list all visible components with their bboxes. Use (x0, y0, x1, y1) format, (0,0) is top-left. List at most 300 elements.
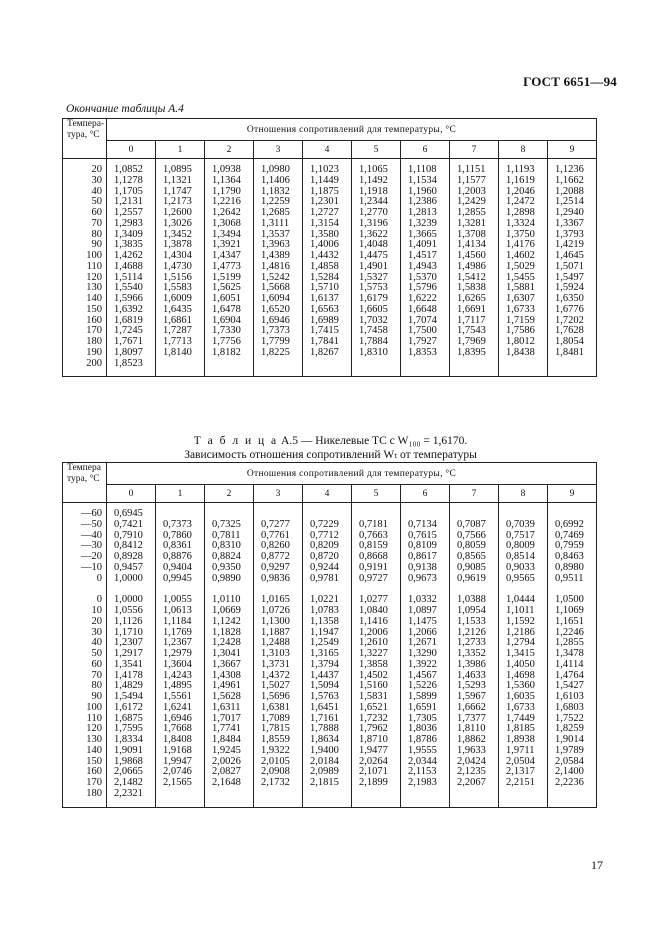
table-row (63, 348, 597, 359)
ratio-cell: 0,9033 (499, 563, 548, 574)
ratio-cell: 0,7910 (107, 531, 156, 542)
ratio-cell: 1,2301 (303, 197, 352, 208)
ratio-cell: 1,2066 (401, 628, 450, 639)
ratio-cell: 1,1947 (303, 628, 352, 639)
temperature-cell: 180 (63, 789, 107, 800)
ratio-cell: 1,4602 (499, 251, 548, 262)
ratio-cell: 1,6563 (303, 305, 352, 316)
ratio-cell (303, 789, 352, 800)
column-header: 6 (401, 485, 450, 503)
ratio-cell: 1,5494 (107, 692, 156, 703)
ratio-cell: 1,2003 (450, 187, 499, 198)
column-header: 9 (548, 141, 597, 159)
ratio-cell: 2,2236 (548, 778, 597, 789)
ratio-cell: 1,3878 (156, 240, 205, 251)
ratio-cell: 1,8097 (107, 348, 156, 359)
ratio-cell: 1,9400 (303, 746, 352, 757)
ratio-cell: 2,1648 (205, 778, 254, 789)
ratio-cell (401, 359, 450, 370)
ratio-cell: 1,3103 (254, 649, 303, 660)
ratio-cell: 1,3494 (205, 230, 254, 241)
ratio-cell: 1,8484 (205, 735, 254, 746)
ratio-cell: 1,7287 (156, 326, 205, 337)
ratio-cell: 0,9673 (401, 574, 450, 585)
ratio-cell: 1,3793 (548, 230, 597, 241)
temperature-cell: 90 (63, 692, 107, 703)
ratio-cell: 1,0954 (450, 606, 499, 617)
temperature-cell: 100 (63, 251, 107, 262)
ratio-cell: 2,0184 (303, 757, 352, 768)
ratio-cell: 1,5071 (548, 262, 597, 273)
ratio-cell: 1,3921 (205, 240, 254, 251)
ratio-cell: 1,7373 (254, 326, 303, 337)
ratio-cell: 1,1960 (401, 187, 450, 198)
ratio-cell: 1,4372 (254, 671, 303, 682)
ratio-cell: 1,1300 (254, 617, 303, 628)
ratio-cell: 1,8862 (450, 735, 499, 746)
ratio-cell: 1,3478 (548, 649, 597, 660)
ratio-cell: 2,2151 (499, 778, 548, 789)
temperature-cell: 50 (63, 649, 107, 660)
ratio-cell: 1,5226 (401, 681, 450, 692)
ratio-cell (303, 359, 352, 370)
table-row (63, 660, 597, 671)
ratio-cell: 1,3665 (401, 230, 450, 241)
ratio-cell: 1,4901 (352, 262, 401, 273)
ratio-cell: 1,6392 (107, 305, 156, 316)
ratio-cell: 1,1321 (156, 176, 205, 187)
ratio-cell: 0,9781 (303, 574, 352, 585)
ratio-cell: 2,0504 (499, 757, 548, 768)
ratio-cell: 1,5160 (352, 681, 401, 692)
ratio-cell: 1,1475 (401, 617, 450, 628)
ratio-cell: 1,0388 (450, 595, 499, 606)
ratio-cell: 1,0444 (499, 595, 548, 606)
ratio-cell: 1,7543 (450, 326, 499, 337)
ratio-cell (254, 359, 303, 370)
ratio-cell: 0,9297 (254, 563, 303, 574)
ratio-cell: 1,8140 (156, 348, 205, 359)
column-header: 4 (303, 141, 352, 159)
ratio-cell: 1,5710 (303, 283, 352, 294)
ratio-cell: 1,3352 (450, 649, 499, 660)
ratio-cell: 1,5924 (548, 283, 597, 294)
ratio-cell: 1,7232 (352, 714, 401, 725)
ratio-cell: 0,8617 (401, 552, 450, 563)
ratio-cell: 1,2671 (401, 638, 450, 649)
ratio-cell: 1,7377 (450, 714, 499, 725)
temperature-cell: 120 (63, 724, 107, 735)
ratio-cell: 1,4816 (254, 262, 303, 273)
ratio-cell: 0,8310 (205, 541, 254, 552)
ratio-cell: 1,1710 (107, 628, 156, 639)
ratio-cell: 0,7421 (107, 520, 156, 531)
ratio-cell: 1,1577 (450, 176, 499, 187)
ratio-span-header: Отношения сопротивлений для температуры, °С (107, 119, 597, 141)
temperature-cell: 70 (63, 671, 107, 682)
ratio-cell: 1,4347 (205, 251, 254, 262)
ratio-cell: 1,4943 (401, 262, 450, 273)
ratio-cell: 1,6103 (548, 692, 597, 703)
ratio-cell: 1,8259 (548, 724, 597, 735)
ratio-cell: 1,4475 (352, 251, 401, 262)
ratio-cell: 0,7959 (548, 541, 597, 552)
ratio-cell: 1,2794 (499, 638, 548, 649)
ratio-cell: 1,6009 (156, 294, 205, 305)
ratio-cell: 0,7181 (352, 520, 401, 531)
temperature-cell: 140 (63, 294, 107, 305)
ratio-cell: 1,1023 (303, 165, 352, 176)
ratio-cell: 1,4633 (450, 671, 499, 682)
ratio-cell (205, 359, 254, 370)
ratio-cell: 2,0424 (450, 757, 499, 768)
temperature-cell: 110 (63, 714, 107, 725)
ratio-cell: 1,6435 (156, 305, 205, 316)
ratio-cell: 1,5412 (450, 273, 499, 284)
ratio-cell: 1,7202 (548, 316, 597, 327)
ratio-cell: 1,5027 (254, 681, 303, 692)
ratio-cell: 1,8634 (303, 735, 352, 746)
table-row (63, 563, 597, 574)
ratio-cell: 1,5360 (499, 681, 548, 692)
ratio-cell: 1,6307 (499, 294, 548, 305)
temperature-cell: 30 (63, 176, 107, 187)
ratio-cell: 1,6733 (499, 703, 548, 714)
ratio-cell: 1,9245 (205, 746, 254, 757)
temperature-cell: 50 (63, 197, 107, 208)
ratio-cell: 1,2727 (303, 208, 352, 219)
ratio-cell: 0,8109 (401, 541, 450, 552)
ratio-cell: 1,5540 (107, 283, 156, 294)
ratio-cell: 1,3367 (548, 219, 597, 230)
temperature-cell: 40 (63, 187, 107, 198)
table-row (63, 359, 597, 370)
ratio-cell: 0,7325 (205, 520, 254, 531)
ratio-cell (205, 789, 254, 800)
ratio-cell: 1,5696 (254, 692, 303, 703)
ratio-cell: 1,7449 (499, 714, 548, 725)
ratio-cell: 1,4858 (303, 262, 352, 273)
ratio-cell: 1,1358 (303, 617, 352, 628)
ratio-cell: 1,4961 (205, 681, 254, 692)
ratio-cell: 1,1705 (107, 187, 156, 198)
ratio-cell: 1,4437 (303, 671, 352, 682)
ratio-cell: 0,7277 (254, 520, 303, 531)
ratio-cell: 2,1899 (352, 778, 401, 789)
temperature-cell: 110 (63, 262, 107, 273)
ratio-cell: 1,0110 (205, 595, 254, 606)
ratio-cell (156, 789, 205, 800)
ratio-cell: 1,6989 (303, 316, 352, 327)
temperature-cell: 150 (63, 757, 107, 768)
ratio-cell: 1,3290 (401, 649, 450, 660)
ratio-cell: 1,5628 (205, 692, 254, 703)
ratio-cell: 0,7134 (401, 520, 450, 531)
ratio-cell: 0,7860 (156, 531, 205, 542)
ratio-cell: 1,5199 (205, 273, 254, 284)
column-header: 0 (107, 141, 156, 159)
ratio-span-header: Отношения сопротивлений для температуры, °С (107, 463, 597, 485)
ratio-cell: 1,2917 (107, 649, 156, 660)
ratio-cell: 1,6691 (450, 305, 499, 316)
ratio-cell: 1,8523 (107, 359, 156, 370)
ratio-cell: 0,7517 (499, 531, 548, 542)
ratio-cell: 1,3794 (303, 660, 352, 671)
ratio-cell: 1,7884 (352, 337, 401, 348)
ratio-cell: 0,8463 (548, 552, 597, 563)
ratio-cell: 0,9244 (303, 563, 352, 574)
ratio-cell: 1,5284 (303, 273, 352, 284)
column-header: 7 (450, 141, 499, 159)
ratio-cell (499, 359, 548, 370)
ratio-cell: 1,6179 (352, 294, 401, 305)
ratio-cell: 1,3835 (107, 240, 156, 251)
table-row (63, 703, 597, 714)
column-header: 5 (352, 485, 401, 503)
ratio-cell: 1,0938 (205, 165, 254, 176)
ratio-cell (548, 359, 597, 370)
ratio-cell: 0,8565 (450, 552, 499, 563)
ratio-cell: 1,7962 (352, 724, 401, 735)
ratio-cell: 1,6803 (548, 703, 597, 714)
ratio-cell: 1,6222 (401, 294, 450, 305)
ratio-cell: 1,8110 (450, 724, 499, 735)
ratio-cell: 1,2549 (303, 638, 352, 649)
ratio-cell: 1,7032 (352, 316, 401, 327)
ratio-cell: 1,0556 (107, 606, 156, 617)
ratio-cell: 1,6662 (450, 703, 499, 714)
ratio-cell: 1,5899 (401, 692, 450, 703)
ratio-cell: 0,8009 (499, 541, 548, 552)
ratio-cell: 1,3409 (107, 230, 156, 241)
temperature-cell: 60 (63, 660, 107, 671)
column-header: 8 (499, 141, 548, 159)
temperature-cell: 70 (63, 219, 107, 230)
ratio-cell: 1,6035 (499, 692, 548, 703)
ratio-cell: 0,8668 (352, 552, 401, 563)
ratio-cell: 1,7161 (303, 714, 352, 725)
ratio-cell: 1,9555 (401, 746, 450, 757)
ratio-cell: 1,3731 (254, 660, 303, 671)
ratio-cell: 1,3227 (352, 649, 401, 660)
ratio-cell: 1,8012 (499, 337, 548, 348)
ratio-cell: 1,3667 (205, 660, 254, 671)
table-row (63, 746, 597, 757)
ratio-cell: 0,8412 (107, 541, 156, 552)
ratio-cell: 1,3537 (254, 230, 303, 241)
ratio-cell: 1,2610 (352, 638, 401, 649)
ratio-cell: 1,7595 (107, 724, 156, 735)
table-row (63, 789, 597, 800)
temperature-cell: 20 (63, 165, 107, 176)
ratio-cell: 1,9633 (450, 746, 499, 757)
ratio-cell: 1,5753 (352, 283, 401, 294)
temperature-cell: 170 (63, 778, 107, 789)
ratio-cell: 2,0908 (254, 767, 303, 778)
ratio-cell: 1,4006 (303, 240, 352, 251)
ratio-cell: 1,7815 (254, 724, 303, 735)
ratio-cell: 1,8185 (499, 724, 548, 735)
ratio-cell: 1,7841 (303, 337, 352, 348)
ratio-cell: 1,5497 (548, 273, 597, 284)
ratio-cell: 1,5881 (499, 283, 548, 294)
ratio-cell: 1,7927 (401, 337, 450, 348)
ratio-cell: 1,2216 (205, 197, 254, 208)
ratio-cell: 1,6265 (450, 294, 499, 305)
ratio-cell: 1,9091 (107, 746, 156, 757)
column-header: 6 (401, 141, 450, 159)
ratio-cell: 2,0026 (205, 757, 254, 768)
ratio-cell: 1,2429 (450, 197, 499, 208)
ratio-cell: 1,3708 (450, 230, 499, 241)
ratio-cell: 1,4895 (156, 681, 205, 692)
ratio-cell: 1,1151 (450, 165, 499, 176)
ratio-cell: 1,2855 (548, 638, 597, 649)
ratio-cell: 1,6381 (254, 703, 303, 714)
temperature-cell: 100 (63, 703, 107, 714)
ratio-cell: 1,9168 (156, 746, 205, 757)
ratio-cell: 1,1193 (499, 165, 548, 176)
temperature-cell: 0 (63, 574, 107, 585)
temperature-cell: —20 (63, 552, 107, 563)
table-a4 (62, 118, 597, 377)
ratio-cell: 2,1732 (254, 778, 303, 789)
ratio-cell: 1,4560 (450, 251, 499, 262)
ratio-cell (450, 789, 499, 800)
ratio-cell: 0,9350 (205, 563, 254, 574)
ratio-cell: 1,6478 (205, 305, 254, 316)
ratio-cell: 1,0165 (254, 595, 303, 606)
ratio-cell: 1,7159 (499, 316, 548, 327)
ratio-cell: 1,3580 (303, 230, 352, 241)
ratio-cell: 0,8928 (107, 552, 156, 563)
ratio-cell: 1,0000 (107, 595, 156, 606)
ratio-cell: 1,4304 (156, 251, 205, 262)
ratio-cell: 1,1747 (156, 187, 205, 198)
ratio-cell: 0,7663 (352, 531, 401, 542)
ratio-cell: 1,7089 (254, 714, 303, 725)
ratio-cell: 1,2259 (254, 197, 303, 208)
ratio-cell: 1,6520 (254, 305, 303, 316)
temperature-cell: 150 (63, 305, 107, 316)
ratio-cell: 1,1108 (401, 165, 450, 176)
ratio-cell: 1,6094 (254, 294, 303, 305)
ratio-cell: 0,8772 (254, 552, 303, 563)
ratio-cell: 1,1449 (303, 176, 352, 187)
page-number: 17 (591, 858, 603, 872)
ratio-cell: 1,8786 (401, 735, 450, 746)
ratio-cell: 0,7229 (303, 520, 352, 531)
ratio-cell: 2,1482 (107, 778, 156, 789)
ratio-cell: 0,6945 (107, 509, 156, 520)
ratio-cell: 1,1832 (254, 187, 303, 198)
ratio-cell: 0,7039 (499, 520, 548, 531)
ratio-cell: 0,9457 (107, 563, 156, 574)
ratio-cell: 1,1619 (499, 176, 548, 187)
temperature-cell: —30 (63, 541, 107, 552)
ratio-cell: 1,8938 (499, 735, 548, 746)
table-row (63, 176, 597, 187)
ratio-cell: 1,4114 (548, 660, 597, 671)
ratio-cell: 1,5838 (450, 283, 499, 294)
ratio-cell: 1,1011 (499, 606, 548, 617)
ratio-cell: 1,6861 (156, 316, 205, 327)
ratio-cell: 1,7458 (352, 326, 401, 337)
ratio-cell: 1,6946 (254, 316, 303, 327)
ratio-cell: 2,0264 (352, 757, 401, 768)
ratio-cell: 1,1364 (205, 176, 254, 187)
ratio-cell: 0,8159 (352, 541, 401, 552)
ratio-cell: 1,3239 (401, 219, 450, 230)
ratio-cell: 2,2067 (450, 778, 499, 789)
ratio-cell: 0,9565 (499, 574, 548, 585)
temperature-cell: 0 (63, 595, 107, 606)
table-row (63, 219, 597, 230)
ratio-cell: 1,0897 (401, 606, 450, 617)
ratio-cell: 1,8408 (156, 735, 205, 746)
ratio-cell: 1,8334 (107, 735, 156, 746)
ratio-cell: 1,0055 (156, 595, 205, 606)
ratio-cell: 1,1492 (352, 176, 401, 187)
column-header: 1 (156, 141, 205, 159)
ratio-cell: 1,5029 (499, 262, 548, 273)
ratio-cell: 1,7500 (401, 326, 450, 337)
ratio-cell: 1,1887 (254, 628, 303, 639)
ratio-cell: 1,4645 (548, 251, 597, 262)
ratio-cell (156, 359, 205, 370)
ratio-cell: 1,7330 (205, 326, 254, 337)
ratio-cell: 1,7074 (401, 316, 450, 327)
ratio-cell: 0,8980 (548, 563, 597, 574)
ratio-cell: 2,1815 (303, 778, 352, 789)
table-a5 (62, 462, 597, 808)
ratio-cell: 1,6350 (548, 294, 597, 305)
ratio-cell: 2,2321 (107, 789, 156, 800)
ratio-cell: 1,6521 (352, 703, 401, 714)
ratio-cell: 0,7566 (450, 531, 499, 542)
ratio-cell: 1,2855 (450, 208, 499, 219)
ratio-cell: 1,3858 (352, 660, 401, 671)
ratio-cell: 1,7586 (499, 326, 548, 337)
ratio-cell: 1,7741 (205, 724, 254, 735)
ratio-cell: 1,5966 (107, 294, 156, 305)
ratio-cell: 0,7087 (450, 520, 499, 531)
ratio-cell: 1,9322 (254, 746, 303, 757)
ratio-cell: 1,0840 (352, 606, 401, 617)
ratio-cell: 1,3165 (303, 649, 352, 660)
ratio-cell: 0,8209 (303, 541, 352, 552)
temperature-cell: —10 (63, 563, 107, 574)
ratio-cell: 1,5583 (156, 283, 205, 294)
ratio-cell: 0,7712 (303, 531, 352, 542)
ratio-cell: 1,1278 (107, 176, 156, 187)
temperature-cell: 80 (63, 681, 107, 692)
column-header: 4 (303, 485, 352, 503)
ratio-cell: 1,3922 (401, 660, 450, 671)
ratio-cell: 0,9945 (156, 574, 205, 585)
ratio-cell: 1,2428 (205, 638, 254, 649)
ratio-cell: 1,2246 (548, 628, 597, 639)
ratio-cell (499, 789, 548, 800)
temperature-cell: —60 (63, 509, 107, 520)
ratio-cell: 1,2600 (156, 208, 205, 219)
ratio-cell: 1,4567 (401, 671, 450, 682)
temperature-cell: 90 (63, 240, 107, 251)
ratio-cell: 1,4502 (352, 671, 401, 682)
table-a5-subtitle: Зависимость отношения сопротивлений Wₜ от температуры (184, 449, 477, 461)
ratio-cell: 1,7668 (156, 724, 205, 735)
ratio-cell: 1,4091 (401, 240, 450, 251)
